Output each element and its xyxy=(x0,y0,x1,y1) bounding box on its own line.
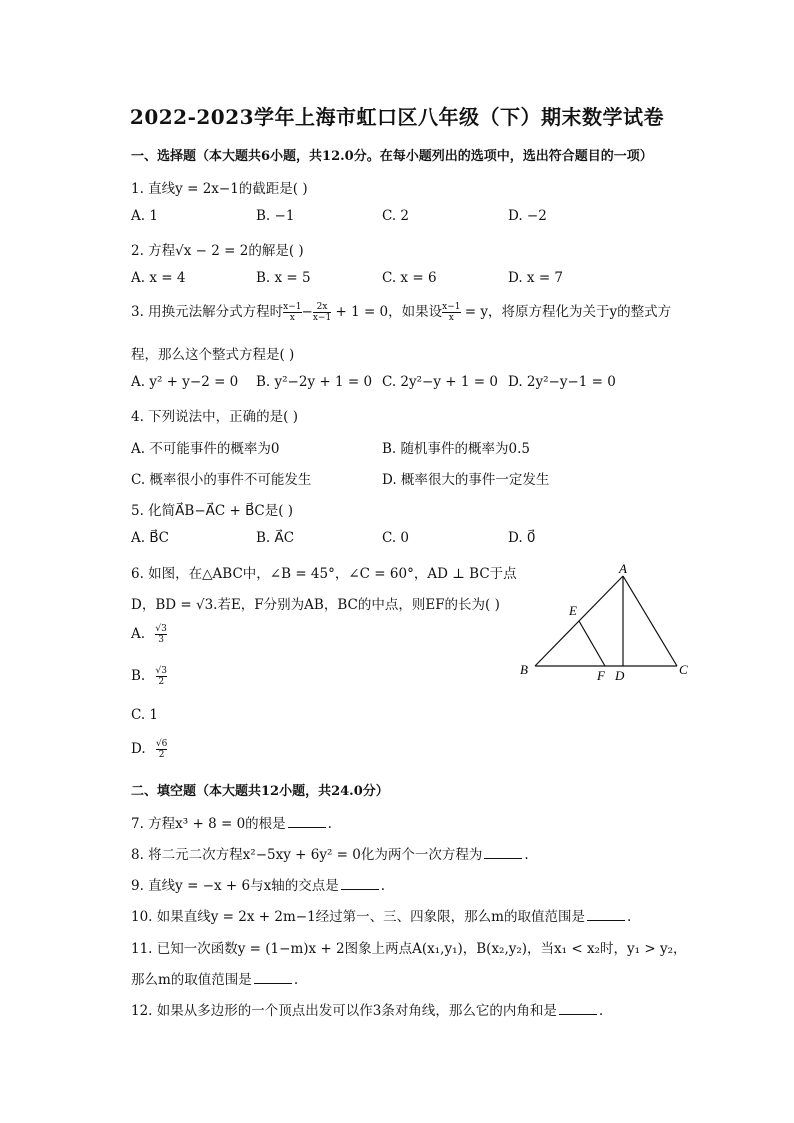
q10-text: 10. 如果直线y = 2x + 2m−1经过第一、三、四象限，那么m的取值范围是 xyxy=(131,909,585,925)
q1-option-c[interactable]: C. 2 xyxy=(382,208,410,224)
q1-option-d[interactable]: D. −2 xyxy=(508,208,547,224)
q6-a-num: √3 xyxy=(155,624,167,634)
q5-option-c[interactable]: C. 0 xyxy=(382,530,410,546)
q1-option-a[interactable]: A. 1 xyxy=(131,208,158,224)
q6-d-label: D. xyxy=(131,741,146,757)
question-11-line-1: 11. 已知一次函数y = (1−m)x + 2图象上两点A(x₁,y₁)，B(x₂,y₂)，当x₁ < x₂时，y₁ > y₂， xyxy=(131,941,687,957)
q4-option-b[interactable]: B. 随机事件的概率为0.5 xyxy=(382,441,530,457)
q3-post: = y，将原方程化为关于y的整式方 xyxy=(464,304,672,320)
label-b: B xyxy=(520,662,528,677)
label-c: C xyxy=(679,662,688,677)
q6-b-den: 2 xyxy=(158,677,165,687)
q6-b-fraction xyxy=(156,666,167,687)
section-heading-fill: 二、填空题（本大题共12小题，共24.0分） xyxy=(131,784,389,799)
question-3-line-2: 程，那么这个整式方程是( ) xyxy=(131,347,295,363)
side-ac xyxy=(623,576,677,666)
q3-option-d[interactable]: D. 2y²−y−1 = 0 xyxy=(508,374,616,390)
q4-option-a[interactable]: A. 不可能事件的概率为0 xyxy=(131,441,280,457)
q3-fraction-3 xyxy=(442,302,460,323)
question-6-line-1: 6. 如图，在△ABC中，∠B = 45°，∠C = 60°，AD ⊥ BC于点 xyxy=(131,566,517,582)
q6-option-d[interactable] xyxy=(131,739,167,760)
q12-text: 12. 如果从多边形的一个顶点出发可以作3条对角线，那么它的内角和是 xyxy=(131,1003,557,1019)
answer-blank[interactable] xyxy=(288,815,326,828)
q6-b-label: B. xyxy=(131,668,146,684)
q1-option-b[interactable]: B. −1 xyxy=(256,208,295,224)
q3-option-a[interactable]: A. y² + y−2 = 0 xyxy=(131,374,239,390)
q2-option-c[interactable]: C. x = 6 xyxy=(382,270,437,286)
question-12 xyxy=(131,999,603,1019)
q6-a-den: 3 xyxy=(158,635,164,645)
answer-blank[interactable] xyxy=(254,971,292,984)
q11-end: . xyxy=(293,972,299,988)
q8-end: . xyxy=(524,847,529,863)
page-title: 2022-2023学年上海市虹口区八年级（下）期末数学试卷 xyxy=(129,105,665,129)
q6-option-a[interactable] xyxy=(131,624,167,645)
q2-option-d[interactable]: D. x = 7 xyxy=(508,270,564,286)
q6-d-num: √6 xyxy=(155,739,168,749)
q6-option-b[interactable] xyxy=(131,666,167,687)
q4-option-c[interactable]: C. 概率很小的事件不可能发生 xyxy=(131,472,312,488)
q3-option-b[interactable]: B. y²−2y + 1 = 0 xyxy=(256,374,373,390)
answer-blank[interactable] xyxy=(587,908,625,921)
q3-f1-num: x−1 xyxy=(283,302,302,312)
question-4: 4. 下列说法中，正确的是( ) xyxy=(131,409,298,425)
q2-option-a[interactable]: A. x = 4 xyxy=(131,270,186,286)
question-5: 5. 化简A⃗B−A⃗C + B⃗C是( ) xyxy=(131,503,294,519)
question-3-line-1 xyxy=(131,300,671,323)
label-f: F xyxy=(597,668,605,683)
q3-f3-den: x xyxy=(448,313,454,323)
q3-fraction-2 xyxy=(313,302,331,323)
q3-f1-den: x xyxy=(289,313,295,323)
question-7 xyxy=(131,812,332,832)
answer-blank[interactable] xyxy=(484,846,522,859)
q4-option-d[interactable]: D. 概率很大的事件一定发生 xyxy=(382,472,550,488)
segment-ef xyxy=(579,621,605,666)
q7-text: 7. 方程x³ + 8 = 0的根是 xyxy=(131,816,286,832)
q11-text: 那么m的取值范围是 xyxy=(131,972,252,988)
section-heading-choice: 一、选择题（本大题共6小题，共12.0分。在每小题列出的选项中，选出符合题目的一项） xyxy=(131,149,653,164)
q6-a-fraction xyxy=(155,624,166,645)
q10-end: . xyxy=(626,909,632,925)
q6-a-label: A. xyxy=(131,626,146,642)
label-a: A xyxy=(619,562,627,576)
q6-d-fraction xyxy=(156,739,167,760)
q9-text: 9. 直线y = −x + 6与x轴的交点是 xyxy=(131,878,339,894)
answer-blank[interactable] xyxy=(341,877,379,890)
label-e: E xyxy=(569,603,577,618)
q3-fraction-1 xyxy=(283,302,301,323)
q5-option-b[interactable]: B. A⃗C xyxy=(256,530,295,546)
label-d: D xyxy=(615,668,625,683)
question-2: 2. 方程√x − 2 = 2的解是( ) xyxy=(131,243,304,259)
q5-option-d[interactable]: D. 0⃗ xyxy=(508,530,536,546)
triangle-figure xyxy=(515,562,705,684)
q2-option-b[interactable]: B. x = 5 xyxy=(256,270,311,286)
q3-minus: − xyxy=(301,304,313,320)
q3-option-c[interactable]: C. 2y²−y + 1 = 0 xyxy=(382,374,498,390)
q3-f3-num: x−1 xyxy=(442,302,461,312)
q7-end: . xyxy=(327,816,332,832)
q9-end: . xyxy=(380,878,386,894)
answer-blank[interactable] xyxy=(559,1002,597,1015)
q12-end: . xyxy=(598,1003,604,1019)
q6-d-den: 2 xyxy=(158,750,165,760)
question-9 xyxy=(131,874,385,894)
q5-option-a[interactable]: A. B⃗C xyxy=(131,530,169,546)
question-6-line-2: D，BD = √3.若E，F分别为AB，BC的中点，则EF的长为( ) xyxy=(131,597,500,613)
q8-text: 8. 将二元二次方程x²−5xy + 6y² = 0化为两个一次方程为 xyxy=(131,847,483,863)
q3-mid: + 1 = 0，如果设 xyxy=(335,304,443,320)
question-11-line-2 xyxy=(131,968,298,988)
question-8 xyxy=(131,843,529,863)
q3-f2-den: x−1 xyxy=(312,313,332,323)
q3-pre: 3. 用换元法解分式方程时 xyxy=(131,304,284,320)
q3-f2-num: 2x xyxy=(316,302,328,312)
q6-option-c[interactable]: C. 1 xyxy=(131,707,159,723)
question-1: 1. 直线y = 2x−1的截距是( ) xyxy=(131,181,308,197)
question-10 xyxy=(131,905,631,925)
q6-b-num: √3 xyxy=(155,666,167,676)
